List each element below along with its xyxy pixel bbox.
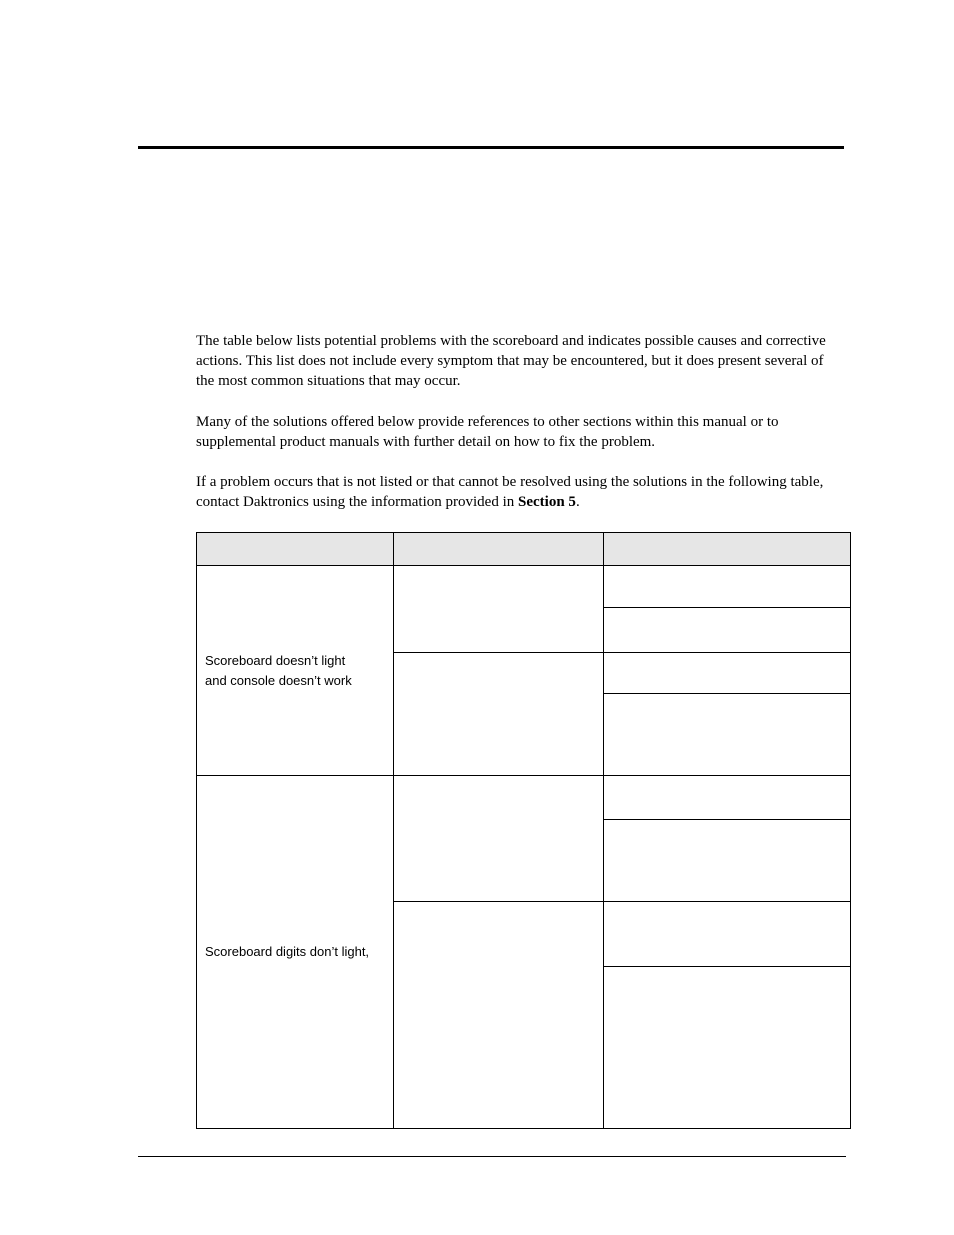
symptom-text: Scoreboard digits don’t light,: [205, 944, 370, 959]
intro-paragraph-3-end: .: [575, 494, 580, 510]
solution-cell: [603, 652, 851, 694]
intro-paragraph-2: [196, 412, 836, 452]
cause-cell: [393, 565, 604, 653]
troubleshooting-table: [196, 532, 851, 1129]
cause-cell: [393, 775, 604, 902]
symptom-cell: [196, 565, 394, 776]
footer-rule: [138, 1156, 846, 1157]
solution-cell: [603, 607, 851, 653]
solution-cell: [603, 775, 851, 820]
header-cell-solution: [603, 532, 851, 566]
header-rule: [138, 146, 844, 149]
intro-paragraph-1-text: The table below lists potential problems with the scoreboard and indicates possible causes and corrective actions. This list does not include every symptom that may be encountered, but it does present several of the most common situations that may occur.: [196, 333, 826, 389]
symptom-text: Scoreboard doesn’t light and console doesn’t work: [205, 652, 352, 688]
solution-cell: [603, 693, 851, 776]
solution-cell: [603, 565, 851, 608]
intro-paragraph-3-text: If a problem occurs that is not listed or that cannot be resolved using the solutions in the following table, contact Daktronics using the information provided in: [196, 474, 824, 510]
intro-paragraph-3: [196, 472, 836, 512]
solution-cell: [603, 901, 851, 967]
header-cell-cause: [393, 532, 604, 566]
cause-cell: [393, 652, 604, 776]
symptom-cell: [196, 775, 394, 1129]
intro-paragraph-2-text: Many of the solutions offered below provide references to other sections within this manual or to supplemental product manuals with further detail on how to fix the problem.: [196, 414, 779, 450]
header-cell-problem: [196, 532, 394, 566]
solution-cell: [603, 819, 851, 902]
cause-cell: [393, 901, 604, 1129]
intro-paragraph-1: [196, 331, 836, 391]
solution-cell: [603, 966, 851, 1129]
section-reference: Section 5: [518, 494, 576, 510]
